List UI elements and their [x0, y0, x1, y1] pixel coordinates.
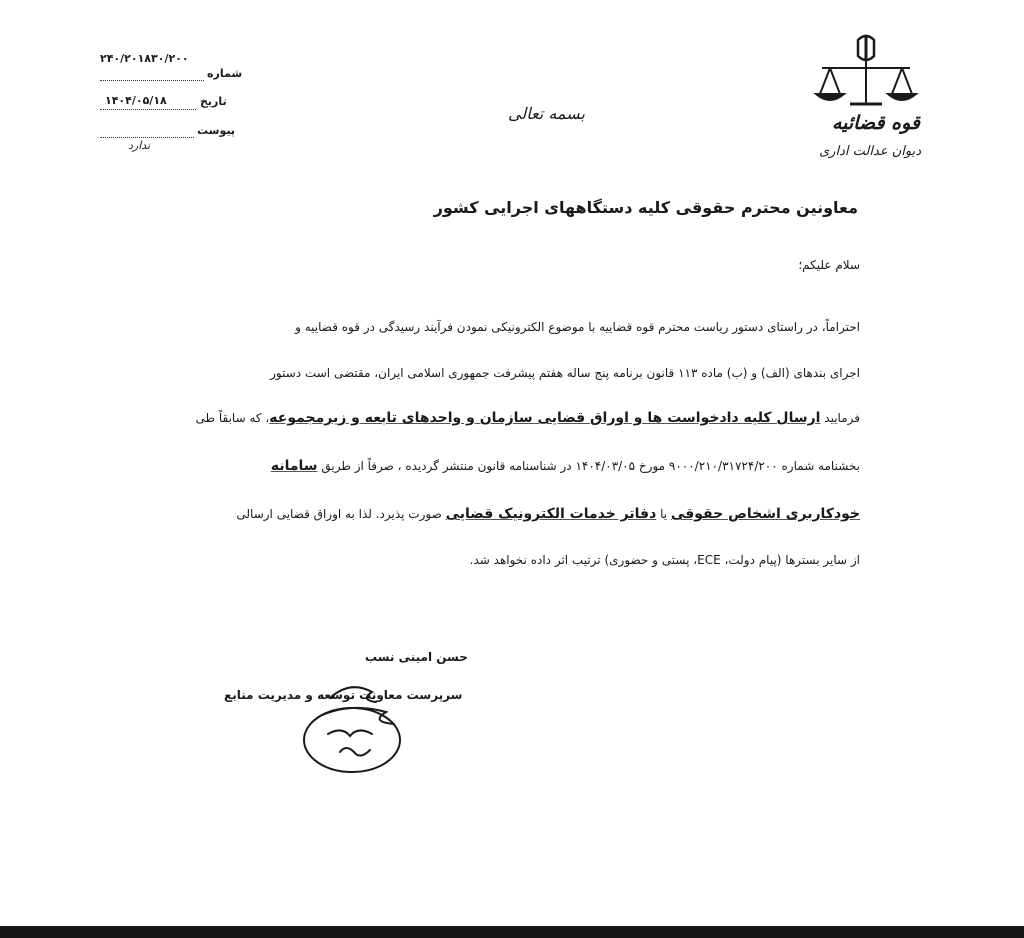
attachment-label: پیوست — [197, 124, 235, 137]
salutation: سلام علیکم؛ — [798, 258, 860, 272]
emphasized-text: دفاتر خدمات الکترونیک قضایی — [445, 506, 657, 522]
org-subtitle: دیوان عدالت اداری — [819, 144, 921, 159]
recipient-heading: معاونین محترم حقوقی کلیه دستگاههای اجرایی کشور — [433, 198, 858, 217]
body-text: بخشنامه شماره ۹۰۰۰/۲۱۰/۳۱۷۲۴/۲۰۰ مورخ ۱۴۰۴/۰۳/۰۵ در شناسنامه قانون منتشر گردیده ، صرفاً از طریق — [321, 459, 860, 473]
scan-edge-band — [0, 926, 1024, 938]
body-line — [271, 458, 860, 474]
judiciary-emblem-icon — [808, 30, 924, 110]
handwritten-signature-icon — [290, 676, 420, 776]
attachment-value: ندارد — [128, 139, 151, 152]
emphasized-text: خودکاربری اشخاص حقوقی — [670, 506, 860, 522]
body-text: فرمایید — [824, 411, 860, 425]
org-name: قوه قضائیه — [831, 112, 920, 134]
letter-number-label: شماره — [207, 67, 243, 80]
date-dotted-line — [100, 109, 196, 110]
letter-date-label: تاریخ — [200, 95, 227, 108]
signer-title: سرپرست معاونت توسعه و مدیریت منابع — [224, 688, 463, 702]
body-line: از سایر بسترها (پیام دولت، ECE، پستی و حضوری) ترتیب اثر داده نخواهد شد. — [469, 553, 860, 567]
signer-name: حسن امینی نسب — [365, 650, 468, 664]
letter-date-value: ۱۴۰۴/۰۵/۱۸ — [105, 94, 167, 107]
body-line: اجرای بندهای (الف) و (ب) ماده ۱۱۳ قانون برنامه پنج ساله هفتم پیشرفت جمهوری اسلامی ایران، مقتضی است دستور — [270, 366, 860, 380]
body-text: یا — [660, 507, 668, 521]
emphasized-text: سامانه — [270, 458, 318, 474]
body-line — [236, 506, 860, 522]
number-dotted-line — [100, 80, 204, 81]
emphasized-text: ارسال کلیه دادخواست ها و اوراق قضایی سازمان و واحدهای تابعه و زیرمجموعه — [269, 410, 821, 426]
invocation: بسمه تعالی — [508, 104, 585, 123]
body-text: ، که سابقاً طی — [195, 411, 270, 425]
body-line: احتراماً، در راستای دستور ریاست محترم قوه قضاییه با موضوع الکترونیکی نمودن فرآیند رسیدگی در قوه قضاییه و — [295, 320, 860, 334]
body-text: صورت پذیرد. لذا به اوراق قضایی ارسالی — [236, 507, 442, 521]
attachment-dotted-line — [100, 137, 194, 138]
letter-number-value: ۲۴۰/۲۰۱۸۳۰/۲۰۰ — [100, 52, 189, 65]
body-line — [195, 410, 860, 426]
